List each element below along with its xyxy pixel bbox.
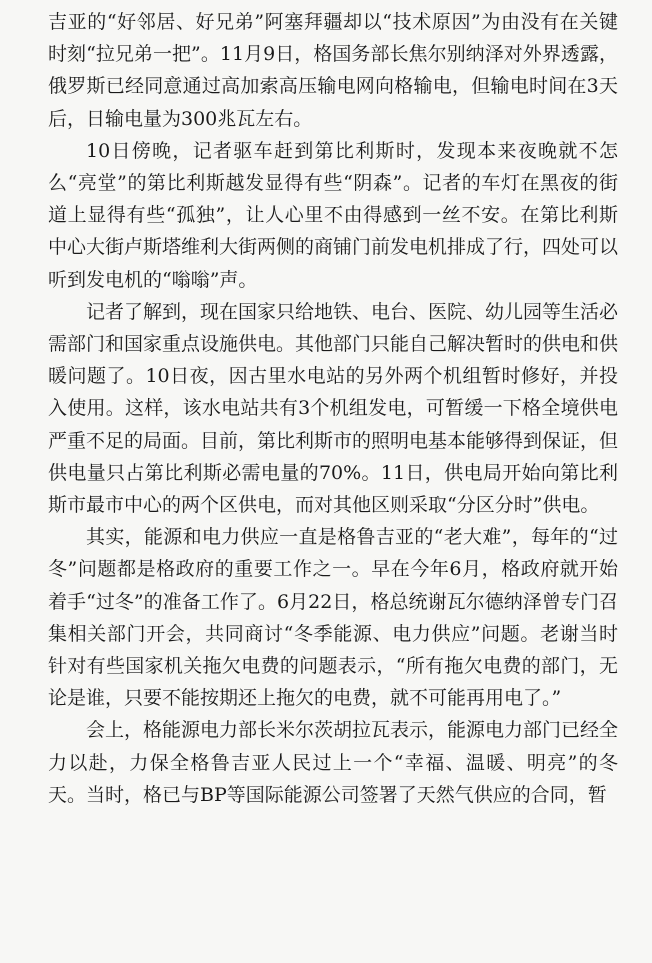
paragraph-5: 会上，格能源电力部长米尔茨胡拉瓦表示，能源电力部门已经全力以赴，力保全格鲁吉亚人民过上一个“幸福、温暖、明亮”的冬天。当时，格已与BP等国际能源公司签署了天然气供应的合同，暂 (48, 719, 619, 806)
paragraph-2: 10日傍晚，记者驱车赶到第比利斯时，发现本来夜晚就不怎么“亮堂”的第比利斯越发显得有些“阴森”。记者的车灯在黑夜的街道上显得有些“孤独”，让人心里不由得感到一丝不安。在第比利斯中心大街卢斯塔维利大街两侧的商铺门前发电机排成了行，四处可以听到发电机的“嗡嗡”声。 (48, 139, 619, 291)
paragraph-4: 其实，能源和电力供应一直是格鲁吉亚的“老大难”，每年的“过冬”问题都是格政府的重要工作之一。早在今年6月，格政府就开始着手“过冬”的准备工作了。6月22日，格总统谢瓦尔德纳泽曾专门召集相关部门开会，共同商讨“冬季能源、电力供应”问题。老谢当时针对有些国家机关拖欠电费的问题表示，“所有拖欠电费的部门，无论是谁，只要不能按期还上拖欠的电费，就不可能再用电了。” (48, 526, 618, 710)
paragraph-1: 吉亚的“好邻居、好兄弟”阿塞拜疆却以“技术原因”为由没有在关键时刻“拉兄弟一把”。11月9日，格国务部长焦尔别纳泽对外界透露，俄罗斯已经同意通过高加索高压输电网向格输电，但输电时间在3天后，日输电量为300兆瓦左右。 (48, 11, 618, 130)
article-body (48, 6, 618, 811)
paragraph-3: 记者了解到，现在国家只给地铁、电台、医院、幼儿园等生活必需部门和国家重点设施供电。其他部门只能自己解决暂时的供电和供暖问题了。10日夜，因古里水电站的另外两个机组暂时修好，并投入使用。这样，该水电站共有3个机组发电，可暂缓一下格全境供电严重不足的局面。目前，第比利斯市的照明电基本能够得到保证，但供电量只占第比利斯必需电量的70%。11日，供电局开始向第比利斯市最市中心的两个区供电，而对其他区则采取“分区分时”供电。 (48, 300, 619, 517)
